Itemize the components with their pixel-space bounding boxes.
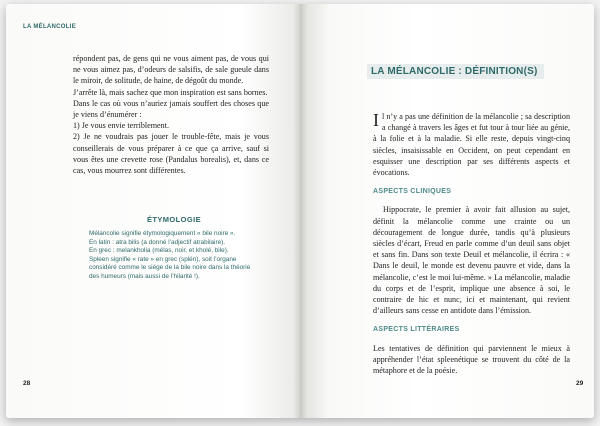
- paragraph: 1) Je vous envie terriblement.: [73, 121, 169, 131]
- section-text-literary: Les tentatives de définition qui parviennent le mieux à appréhender l’état spleenétique se trouvent du côté de la métaphore et de la poésie.: [373, 343, 570, 376]
- section-text-clinical: Hippocrate, le premier à avoir fait allusion au sujet, définit la mélancolie comme une crainte ou un découragement de longue durée, tandis qu’à plusieurs siècles d’écart, Freud en parle comme d’un deuil sans objet et sans fin. Dans son texte Deuil et mélancolie, il écrira : « Dans le deuil, le monde est devenu pauvre et vide, dans la mélancolie, c’est le moi lui-même. » La mélancolie, maladie du corps et de l’esprit, implique une absence à soi, le contraire de hic et nunc, ici et maintenant, qui revient d’ailleurs sans cesse en antidote dans l’émission.: [373, 205, 570, 316]
- etymology-line: En latin : atra bilis (a donné l’adjectif atrabilaire).: [89, 238, 226, 246]
- drop-cap: I: [373, 110, 379, 130]
- etymology-title: ÉTYMOLOGIE: [146, 215, 201, 224]
- intro-text: l n’y a pas une définition de la mélancolie ; sa description a changé à travers les âges et fut tour à tour liée au génie, à la folie et à la maladie. Si elle reste, depuis vingt-cinq siècles, insaisissable en Occident, on peut cependant en esquisser une description par ses différents aspects et évocations.: [373, 112, 570, 178]
- etymology-line: En grec : melankholia (mélas, noir, et kholé, bile).: [89, 247, 229, 255]
- open-book: [6, 4, 594, 418]
- etymology-line: Spleen signifie « rate » en grec (splén), soit l’organe considéré comme le siège de la bile noire dans la théorie des humeurs (mais aussi de l’hilarité !).: [89, 255, 251, 280]
- running-head: LA MÉLANCOLIE: [23, 24, 77, 30]
- left-page: [6, 4, 300, 418]
- section-heading-clinical: ASPECTS CLINIQUES: [373, 188, 452, 196]
- paragraph: Dans le cas où vous n’auriez jamais souffert des choses que je viens d’énumérer :: [73, 98, 269, 120]
- etymology-box: [89, 215, 259, 282]
- chapter-heading: [364, 60, 538, 82]
- paragraph: J’arrête là, mais sachez que mon inspiration est sans bornes.: [73, 87, 268, 97]
- page-number-right: 29: [576, 380, 584, 387]
- paragraph: 2) Je ne voudrais pas jouer le trouble-fête, mais je vous conseillerais de vous préparer à ce que ça arrive, sauf si vous êtes une crevette rose (Pandalus borealis), et, dans ce cas, vous mourrez sont différentes.: [73, 132, 269, 176]
- etymology-line: Mélancolie signifie étymologiquement « bile noire ».: [89, 230, 236, 237]
- right-page-body: [373, 111, 570, 376]
- left-page-body: [73, 53, 269, 176]
- chapter-title: LA MÉLANCOLIE : DÉFINITION(S): [367, 64, 544, 79]
- intro-paragraph: [373, 111, 570, 178]
- book-gutter: [293, 4, 307, 418]
- paragraph: répondent pas, de gens qui ne vous aiment pas, de vous qui ne vous aimez pas, d’odeurs de salsifis, de sale gueule dans le miroir, de solitude, de haine, de dégoût du monde.: [73, 54, 269, 86]
- section-heading-literary: ASPECTS LITTÉRAIRES: [373, 326, 460, 334]
- page-number-left: 28: [23, 380, 31, 387]
